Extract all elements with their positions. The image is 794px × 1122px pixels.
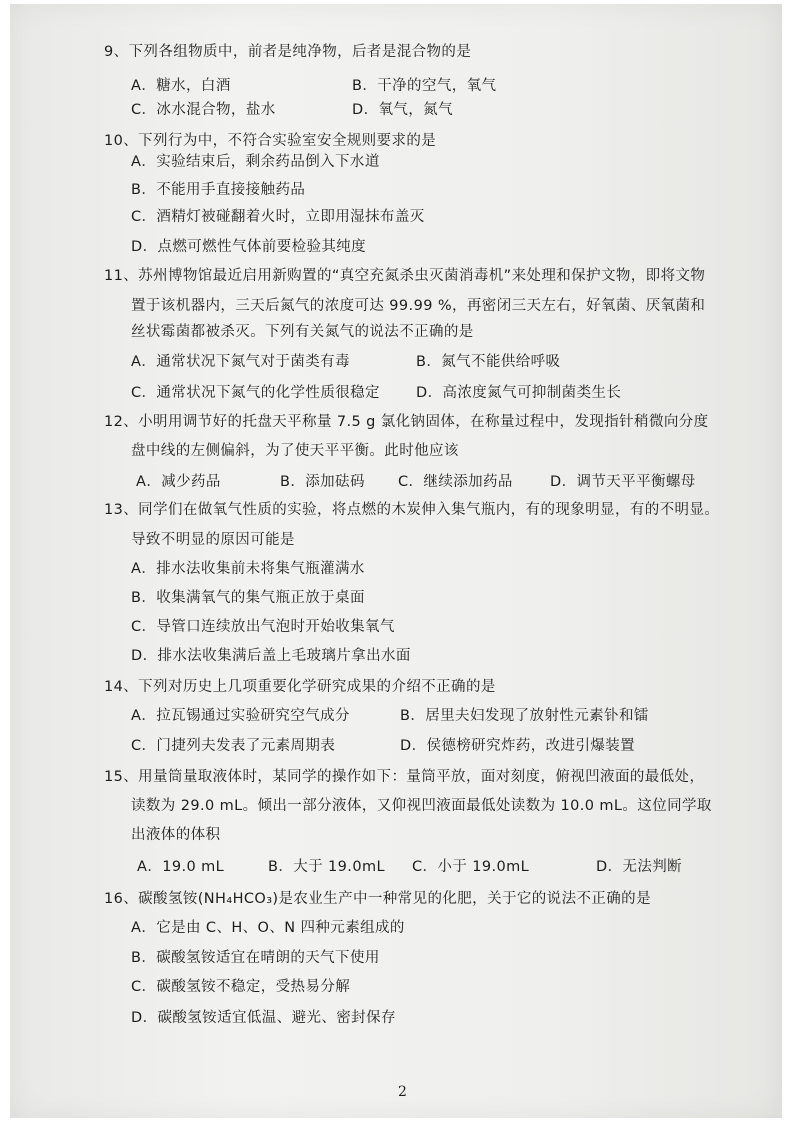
question-stem-line-2: 置于该机器内，三天后氮气的浓度可达 99.99 %，再密闭三天左右，好氧菌、厌氧菌和 (131, 298, 706, 314)
option-c: C．碳酸氢铵不稳定，受热易分解 (131, 979, 351, 995)
question-stem: 9、下列各组物质中，前者是纯净物，后者是混合物的是 (104, 44, 472, 60)
option-c: C．门捷列夫发表了元素周期表 (131, 738, 336, 754)
option-d: D．点燃可燃性气体前要检验其纯度 (131, 239, 367, 255)
option-b: B．大于 19.0mL (268, 859, 385, 875)
option-d: D．调节天平平衡螺母 (550, 474, 696, 490)
option-c: C．小于 19.0mL (412, 859, 530, 875)
option-c: C．酒精灯被碰翻着火时，立即用湿抹布盖灭 (131, 209, 425, 225)
page-number: 2 (398, 1084, 407, 1100)
option-a: A．拉瓦锡通过实验研究空气成分 (131, 708, 350, 724)
option-b: B．添加砝码 (280, 474, 365, 490)
option-a: A．减少药品 (136, 474, 221, 490)
question-stem-line-1: 13、同学们在做氧气性质的实验，将点燃的木炭伸入集气瓶内，有的现象明显，有的不明显。 (104, 502, 720, 518)
option-c: C．通常状况下氮气的化学性质很稳定 (131, 385, 380, 401)
question-stem-line-1: 12、小明用调节好的托盘天平称量 7.5 g 氯化钠固体，在称量过程中，发现指针稍微向分度 (104, 414, 709, 430)
question-stem-line-2: 盘中线的左侧偏斜，为了使天平平衡。此时他应该 (131, 443, 459, 459)
option-b: B．碳酸氢铵适宜在晴朗的天气下使用 (131, 950, 380, 966)
option-d: D．侯德榜研究炸药，改进引爆装置 (400, 738, 636, 754)
option-b: B．居里夫妇发现了放射性元素钋和镭 (400, 708, 649, 724)
option-a: A．实验结束后，剩余药品倒入下水道 (131, 154, 380, 170)
question-stem: 16、碳酸氢铵(NH₄HCO₃)是农业生产中一种常见的化肥，关于它的说法不正确的是 (104, 891, 651, 907)
question-stem-line-2: 读数为 29.0 mL。倾出一部分液体，又仰视凹液面最低处读数为 10.0 mL。这位同学取 (131, 798, 712, 814)
option-a: A．19.0 mL (137, 859, 225, 875)
option-a: A．它是由 C、H、O、N 四种元素组成的 (131, 920, 405, 936)
option-b: B．不能用手直接接触药品 (131, 182, 306, 198)
option-d: D．无法判断 (596, 859, 683, 875)
option-b: B．干净的空气，氧气 (352, 78, 497, 94)
question-stem-line-3: 丝状霉菌都被杀灭。下列有关氮气的说法不正确的是 (131, 324, 474, 340)
option-d: D．高浓度氮气可抑制菌类生长 (416, 385, 622, 401)
option-c: C．冰水混合物，盐水 (131, 102, 276, 118)
question-stem-line-3: 出液体的体积 (131, 827, 221, 843)
question-stem: 10、下列行为中，不符合实验室安全规则要求的是 (104, 133, 437, 149)
question-stem-line-1: 11、苏州博物馆最近启用新购置的“真空充氮杀虫灭菌消毒机”来处理和保护文物，即将文物 (104, 268, 706, 284)
option-d: D．碳酸氢铵适宜低温、避光、密封保存 (131, 1010, 396, 1026)
option-d: D．氧气，氮气 (352, 102, 453, 118)
option-a: A．糖水，白酒 (131, 78, 231, 94)
option-a: A．通常状况下氮气对于菌类有毒 (131, 354, 350, 370)
question-stem-line-1: 15、用量筒量取液体时，某同学的操作如下：量筒平放，面对刻度，俯视凹液面的最低处， (104, 769, 705, 785)
option-d: D．排水法收集满后盖上毛玻璃片拿出水面 (131, 648, 411, 664)
option-a: A．排水法收集前未将集气瓶灌满水 (131, 561, 365, 577)
option-b: B．收集满氧气的集气瓶正放于桌面 (131, 590, 365, 606)
question-stem: 14、下列对历史上几项重要化学研究成果的介绍不正确的是 (104, 679, 496, 695)
option-c: C．导管口连续放出气泡时开始收集氧气 (131, 619, 395, 635)
option-b: B．氮气不能供给呼吸 (416, 354, 561, 370)
option-c: C．继续添加药品 (398, 474, 513, 490)
question-stem-line-2: 导致不明显的原因可能是 (131, 532, 295, 548)
